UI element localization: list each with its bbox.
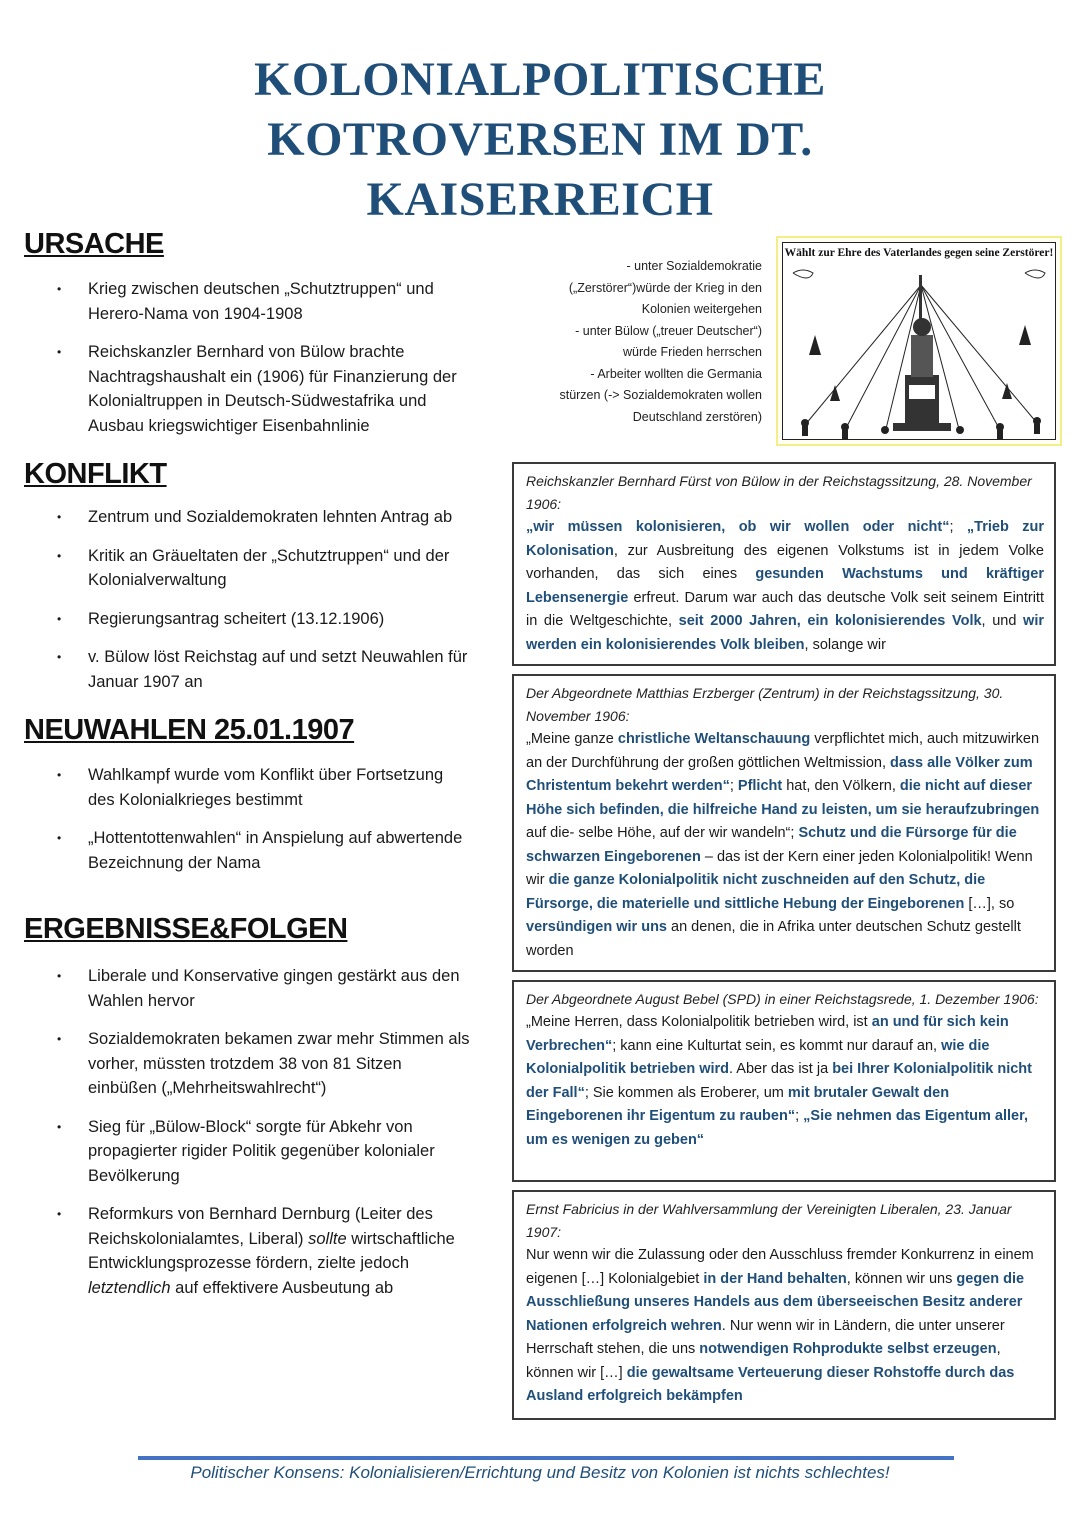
poster-slogan: Wählt zur Ehre des Vaterlandes gegen seine Zerstörer! [784,247,1054,259]
quote-box-fabricius [512,1190,1056,1420]
quote-source: Der Abgeordnete August Bebel (SPD) in einer Reichstagsrede, 1. Dezember 1906: [526,991,1039,1007]
quote-text: Nur wenn wir die Zulassung oder den Ausschluss fremder Konkurrenz in einem eigenen […] Kolonialgebiet in der Hand behalten, können wir uns gegen die Ausschließung unseres Handels aus dem überseeischen Besitz anderer Nationen erfolgreich wehren. Nur wenn wir in Ländern, die unter unserer Herrschaft stehen, die uns notwendigen Rohprodukte selbst erzeugen, können wir […] die gewaltsame Verteuerung dieser Rohstoffe durch das Ausland erfolgreich bekämpfen [526,1247,1034,1404]
bullet-icon: • [57,1207,62,1221]
quote-box-buelow [512,462,1056,666]
list-item: • Liberale und Konservative gingen gestärkt aus den Wahlen hervor [24,964,474,1013]
bullet-icon: • [57,650,62,664]
bullet-icon: • [57,768,62,782]
footer-divider [138,1456,954,1460]
list-item: • Reformkurs von Bernhard Dernburg (Leiter des Reichskolonialamtes, Liberal) sollte wirtschaftliche Entwicklungsprozesse fördern, zielte jedoch letztendlich auf effektivere Ausbeutung ab [24,1202,474,1300]
bullet-icon: • [57,1119,62,1134]
quote-box-erzberger [512,674,1056,972]
bullet-icon: • [57,1032,62,1046]
bullet-icon: • [57,282,62,296]
ergebnisse-list [24,964,474,1300]
list-item: • Kritik an Gräueltaten der „Schutztruppen“ und der Kolonialverwaltung [24,544,474,593]
quote-source: Der Abgeordnete Matthias Erzberger (Zentrum) in der Reichstagssitzung, 30. November 1906: [526,685,1004,724]
ursache-list [24,277,474,438]
left-column [24,228,474,1314]
quote-text: „Meine Herren, dass Kolonialpolitik betrieben wird, ist an und für sich kein Verbrechen“; kann eine Kulturtat sein, es kommt nur darauf an, wie die Kolonialpolitik betrieben wird. Aber das ist ja bei Ihrer Kolonialpolitik nicht der Fall“; Sie kommen als Eroberer, um mit brutaler Gewalt den Eingeborenen ihr Eigentum zu rauben“; „Sie nehmen das Eigentum aller, um es wenigen zu geben“ [526,1014,1032,1148]
page-title [0,50,1080,230]
quote-source: Ernst Fabricius in der Wahlversammlung der Vereinigten Liberalen, 23. Januar 1907: [526,1201,1012,1240]
neuwahlen-list [24,763,474,875]
title-line-3: KAISERREICH [366,173,714,226]
list-item: • Sieg für „Bülow-Block“ sorgte für Abkehr von propagierter rigider Politik gegenüber kolonialer Bevölkerung [24,1115,474,1189]
list-item: • v. Bülow löst Reichstag auf und setzt Neuwahlen für Januar 1907 an [24,645,474,694]
quote-text: „wir müssen kolonisieren, ob wir wollen oder nicht“; „Trieb zur Kolonisation, zur Ausbreitung des eigenen Volkstums ist in jedem Volke vorhanden, das sich eines gesunden Wachstums und kräftiger Lebensenergie erfreut. Darum war auch das deutsche Volk seit seinem Eintritt in die Weltgeschichte, seit 2000 Jahren, ein kolonisierendes Volk, und wir werden ein kolonisierendes Volk bleiben, solange wir [526,519,1044,653]
list-item: • Krieg zwischen deutschen „Schutztruppen“ und Herero-Nama von 1904-1908 [24,277,474,326]
quote-text: „Meine ganze christliche Weltanschauung verpflichtet mich, auch mitzuwirken an der Durchführung der großen göttlichen Weltmission, dass alle Völker zum Christentum bekehrt werden“; Pflicht hat, den Völkern, die nicht auf dieser Höhe sich befinden, die hilfreiche Hand zu leisten, um sie heraufzubringen auf die- selbe Höhe, auf der wir wandeln“; Schutz und die Fürsorge für die schwarzen Eingeborenen – das ist der Kern einer jeden Kolonialpolitik! Wenn wir die ganze Kolonialpolitik nicht zuschneiden auf den Schutz, die Fürsorge, die materielle und sittliche Hebung der Eingeborenen […], so versündigen wir uns an denen, die in Afrika unter deutschen Schutz gestellt worden [526,731,1040,959]
bullet-icon: • [57,831,62,845]
bullet-icon: • [57,510,62,524]
list-item: • Regierungsantrag scheitert (13.12.1906) [24,607,474,632]
bullet-icon: • [57,969,62,983]
list-item: • Sozialdemokraten bekamen zwar mehr Stimmen als vorher, müssten trotzdem 38 von 81 Sitzen einbüßen („Mehrheitswahlrecht“) [24,1027,474,1101]
bullet-icon: • [57,548,62,563]
bullet-icon: • [57,345,62,359]
election-poster-image [776,236,1062,446]
list-item: • „Hottentottenwahlen“ in Anspielung auf abwertende Bezeichnung der Nama [24,826,474,875]
konflikt-list [24,505,474,694]
footer-consensus: Politischer Konsens: Kolonialisieren/Errichtung und Besitz von Kolonien ist nichts schlechtes! [190,1463,890,1482]
cartoon-caption: - unter Sozialdemokratie („Zerstörer“)würde der Krieg in den Kolonien weitergehen - unter Bülow („treuer Deutscher“) würde Frieden herrschen - Arbeiter wollten die Germania stürzen (-> Sozialdemokraten wollen Deutschland zerstören) [559,259,762,424]
section-heading-neuwahlen: NEUWAHLEN 25.01.1907 [24,714,355,746]
section-heading-konflikt: KONFLIKT [24,458,167,490]
title-line-2: KOTROVERSEN IM DT. [267,113,813,166]
section-heading-ursache: URSACHE [24,228,164,260]
bullet-icon: • [57,611,62,626]
quote-box-bebel [512,980,1056,1182]
list-item: • Reichskanzler Bernhard von Bülow brachte Nachtragshaushalt ein (1906) für Finanzierung der Kolonialtruppen in Deutsch-Südwestafrika und Ausbau kriegswichtiger Eisenbahnlinie [24,340,474,438]
list-item: • Zentrum und Sozialdemokraten lehnten Antrag ab [24,505,474,530]
germania-statue-illustration [785,265,1057,441]
section-heading-ergebnisse: ERGEBNISSE&FOLGEN [24,913,348,945]
quote-source: Reichskanzler Bernhard Fürst von Bülow in der Reichstagssitzung, 28. November 1906: [526,473,1032,512]
title-line-1: KOLONIALPOLITISCHE [254,53,826,106]
list-item: • Wahlkampf wurde vom Konflikt über Fortsetzung des Kolonialkrieges bestimmt [24,763,474,812]
